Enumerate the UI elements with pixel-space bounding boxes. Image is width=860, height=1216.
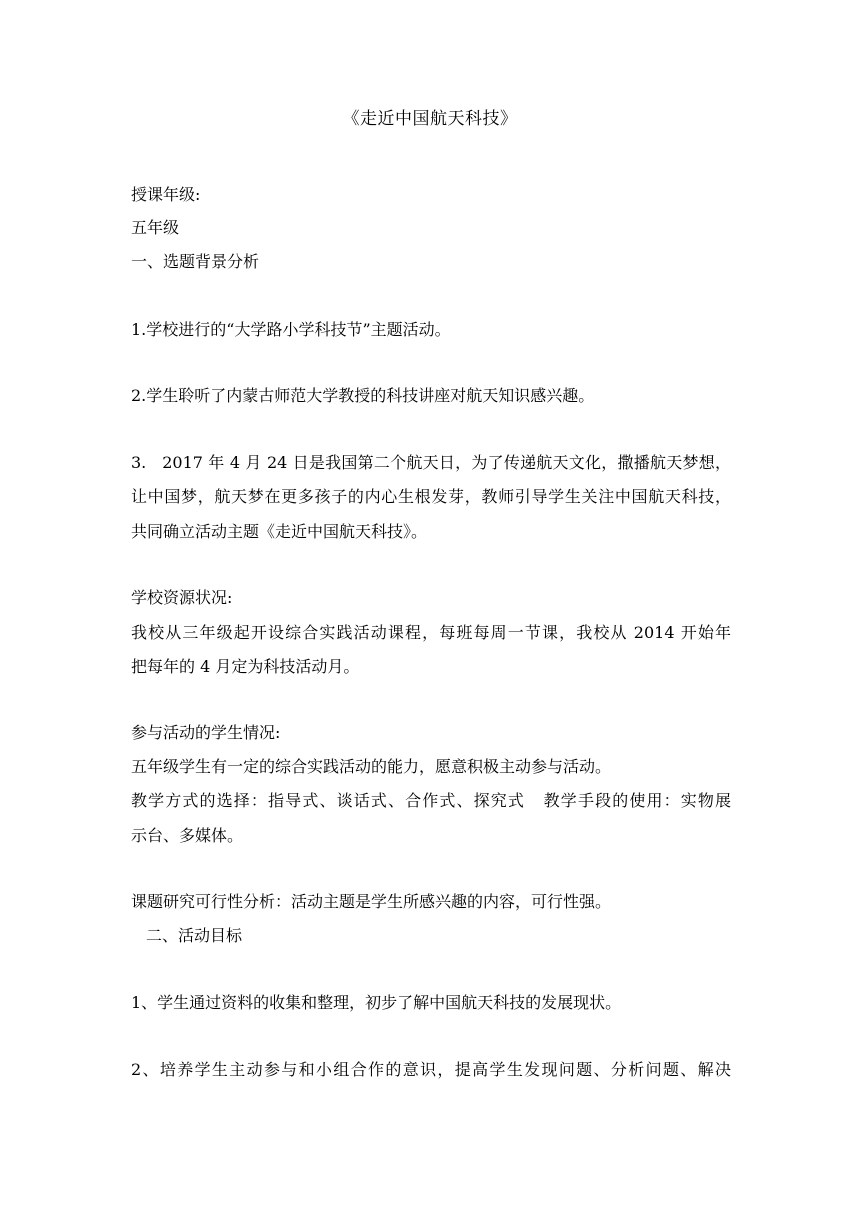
- goal-item-2-line-1: 2、培养学生主动参与和小组合作的意识，提高学生发现问题、分析问题、解决: [131, 1060, 731, 1079]
- document-title: 《走近中国航天科技》: [342, 109, 518, 129]
- background-item-2: 2.学生聆听了内蒙古师范大学教授的科技讲座对航天知识感兴趣。: [131, 386, 595, 405]
- resources-line-1: 我校从三年级起开设综合实践活动课程，每班每周一节课，我校从 2014 开始年: [131, 623, 731, 642]
- grade-value: 五年级: [131, 218, 180, 237]
- background-item-3-line-2: 让中国梦，航天梦在更多孩子的内心生根发芽，教师引导学生关注中国航天科技，: [131, 487, 731, 506]
- section-heading-goals: 二、活动目标: [146, 926, 243, 945]
- students-label: 参与活动的学生情况:: [131, 723, 281, 742]
- background-item-1: 1.学校进行的“大学路小学科技节”主题活动。: [131, 320, 451, 339]
- feasibility-analysis: 课题研究可行性分析：活动主题是学生所感兴趣的内容，可行性强。: [131, 892, 612, 911]
- resources-line-2: 把每年的 4 月定为科技活动月。: [131, 657, 360, 676]
- methods-line-1: 教学方式的选择：指导式、谈话式、合作式、探究式 教学手段的使用：实物展: [131, 791, 731, 810]
- background-item-3-line-1: 3. 2017 年 4 月 24 日是我国第二个航天日，为了传递航天文化，撒播航天梦想，: [131, 453, 731, 472]
- students-text: 五年级学生有一定的综合实践活动的能力，愿意积极主动参与活动。: [131, 757, 612, 776]
- methods-line-2: 示台、多媒体。: [131, 826, 244, 845]
- goal-item-1: 1、学生通过资料的收集和整理，初步了解中国航天科技的发展现状。: [131, 993, 622, 1012]
- grade-label: 授课年级:: [131, 185, 201, 204]
- background-item-3-line-3: 共同确立活动主题《走近中国航天科技》。: [131, 522, 428, 541]
- section-heading-background: 一、选题背景分析: [131, 252, 260, 271]
- resources-label: 学校资源状况:: [131, 588, 233, 607]
